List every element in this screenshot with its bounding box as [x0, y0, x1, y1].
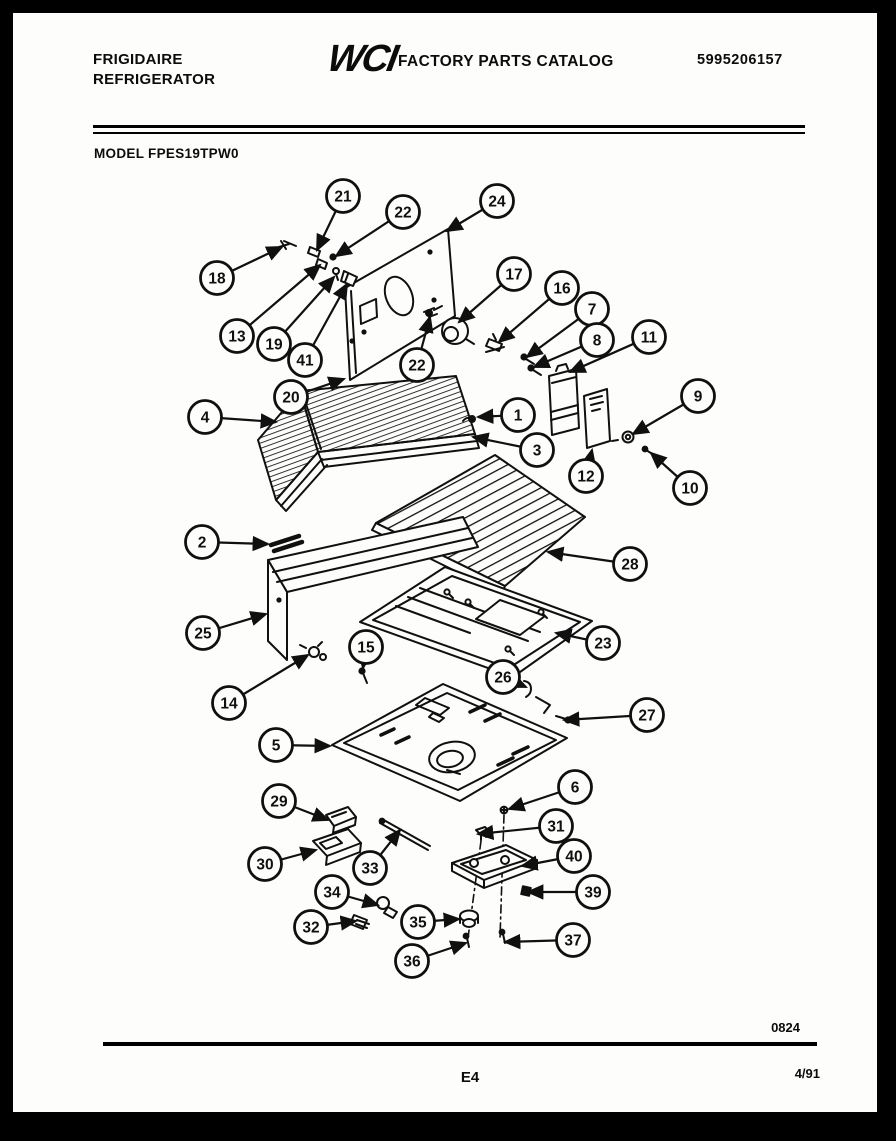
svg-text:1: 1	[513, 407, 523, 425]
svg-text:36: 36	[403, 953, 421, 971]
callout-4	[189, 401, 277, 434]
clip-and-screw	[524, 681, 571, 723]
page-id: E4	[460, 1069, 480, 1086]
plate-code: 0824	[771, 1020, 800, 1035]
date-code: 4/91	[794, 1066, 820, 1081]
model-number: MODEL FPES19TPW0	[94, 146, 239, 161]
callout-35	[402, 906, 460, 939]
svg-text:17: 17	[505, 266, 523, 284]
callout-10	[651, 453, 707, 505]
grommet-and-screws	[460, 911, 505, 948]
svg-text:19: 19	[265, 336, 283, 354]
callout-6	[509, 771, 592, 810]
callout-30	[249, 848, 317, 881]
svg-text:13: 13	[228, 328, 246, 346]
svg-text:18: 18	[208, 270, 226, 288]
svg-text:37: 37	[564, 932, 582, 950]
svg-text:39: 39	[584, 884, 602, 902]
brand-line2: REFRIGERATOR	[93, 71, 216, 88]
divider-panel	[345, 229, 455, 380]
callout-25	[187, 614, 267, 650]
callout-29	[263, 785, 329, 821]
control-housing	[549, 364, 579, 435]
bumper-blocks	[313, 807, 361, 865]
svg-text:8: 8	[592, 332, 602, 350]
bulb-and-socket	[350, 897, 397, 929]
svg-text:24: 24	[488, 193, 506, 211]
svg-text:23: 23	[594, 635, 612, 653]
callout-36	[396, 943, 467, 978]
bezel-ring	[442, 318, 474, 344]
callout-15	[350, 631, 383, 669]
callout-39	[528, 876, 610, 909]
svg-text:5: 5	[271, 737, 281, 755]
shelf-frame	[360, 567, 592, 677]
callout-40	[522, 840, 591, 873]
svg-text:2: 2	[197, 534, 207, 552]
svg-text:34: 34	[323, 884, 341, 902]
svg-text:21: 21	[334, 188, 352, 206]
catalog-title: FACTORY PARTS CATALOG	[398, 53, 614, 70]
svg-text:29: 29	[270, 793, 288, 811]
svg-text:12: 12	[577, 468, 595, 486]
svg-text:14: 14	[220, 695, 238, 713]
svg-text:9: 9	[693, 388, 703, 406]
svg-text:15: 15	[357, 639, 375, 657]
callout-8	[534, 324, 614, 368]
callout-17	[459, 258, 531, 323]
svg-text:22: 22	[394, 204, 412, 222]
callout-41	[289, 284, 348, 377]
svg-text:32: 32	[302, 919, 320, 937]
support-clip	[486, 334, 504, 352]
callout-18	[201, 247, 283, 295]
svg-text:33: 33	[361, 860, 379, 878]
brand-line1: FRIGIDAIRE	[93, 51, 183, 68]
svg-text:20: 20	[282, 389, 300, 407]
publication-number: 5995206157	[697, 52, 783, 68]
svg-text:11: 11	[640, 329, 658, 347]
svg-text:28: 28	[621, 556, 639, 574]
svg-text:30: 30	[256, 856, 274, 874]
callout-2	[186, 526, 269, 559]
screw-6	[501, 807, 508, 814]
svg-text:4: 4	[200, 409, 210, 427]
callout-1	[478, 399, 535, 432]
svg-text:40: 40	[565, 848, 583, 866]
callout-33	[354, 830, 401, 885]
svg-text:3: 3	[532, 442, 542, 460]
footer-rule	[103, 1042, 817, 1046]
callout-12	[570, 450, 603, 493]
svg-text:41: 41	[296, 352, 314, 370]
svg-text:25: 25	[194, 625, 212, 643]
svg-text:7: 7	[587, 301, 597, 319]
trim-strip	[271, 536, 302, 551]
callout-24	[447, 185, 514, 232]
svg-text:22: 22	[408, 357, 426, 375]
svg-text:35: 35	[409, 914, 427, 932]
callout-31	[478, 810, 573, 843]
svg-text:27: 27	[638, 707, 656, 725]
callout-27	[564, 699, 664, 732]
svg-text:6: 6	[570, 779, 580, 797]
crisper-pan	[332, 684, 567, 801]
callout-9	[633, 380, 715, 435]
callout-5	[260, 729, 331, 762]
callout-14	[213, 655, 309, 720]
callout-21	[317, 180, 360, 251]
svg-text:10: 10	[681, 480, 699, 498]
cover-plate	[584, 389, 610, 448]
callout-37	[505, 924, 590, 957]
callout-28	[548, 548, 647, 581]
svg-text:31: 31	[547, 818, 565, 836]
grommet-and-screw	[612, 432, 654, 456]
callout-32	[295, 911, 357, 944]
svg-text:16: 16	[553, 280, 571, 298]
wci-logo: WCI	[324, 38, 400, 80]
lower-shelf	[372, 455, 585, 594]
svg-text:26: 26	[494, 669, 512, 687]
